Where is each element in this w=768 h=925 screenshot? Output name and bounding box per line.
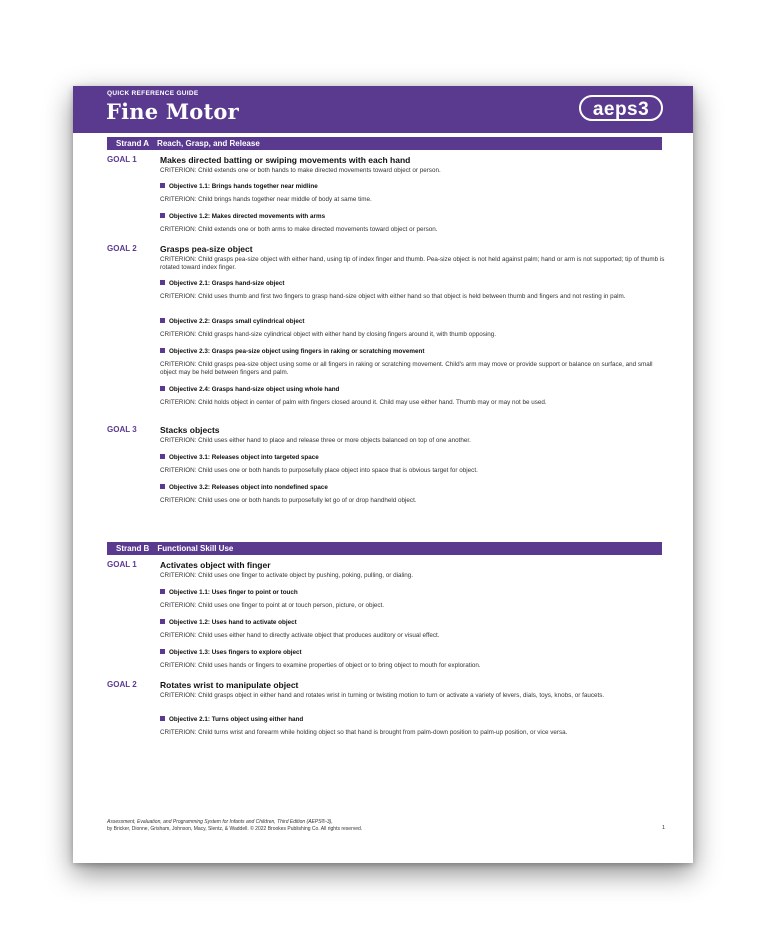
- objective-title: Objective 2.1: Grasps hand-size object: [160, 280, 284, 287]
- page-header: [73, 86, 693, 133]
- strand-b-header: [107, 542, 662, 555]
- aeps-logo: aeps3: [579, 95, 663, 121]
- page-number: 1: [661, 825, 665, 831]
- strand-code: Strand B: [116, 544, 150, 553]
- objective-criterion: CRITERION: Child uses thumb and first two fingers to grasp hand-size object with either hand so that object is held between thumb and fingers and not resting in palm.: [160, 293, 626, 300]
- square-bullet-icon: [160, 454, 165, 459]
- objective-criterion: CRITERION: Child extends one or both arms to make directed movements toward object or person.: [160, 226, 438, 233]
- square-bullet-icon: [160, 484, 165, 489]
- objective-criterion: CRITERION: Child brings hands together near middle of body at same time.: [160, 196, 372, 203]
- objective-criterion: CRITERION: Child holds object in center of palm with fingers closed around it. Child may use either hand. Thumb may or may not be used.: [160, 399, 547, 406]
- objective-criterion: CRITERION: Child grasps pea-size object using some or all fingers in raking or scratching movement. Child's arm may move or provide support or balance on surface, and small object may be held between fingers and palm.: [160, 361, 653, 377]
- goal-code: GOAL 2: [107, 680, 137, 689]
- square-bullet-icon: [160, 280, 165, 285]
- objective-title: Objective 1.3: Uses fingers to explore object: [160, 649, 302, 656]
- square-bullet-icon: [160, 716, 165, 721]
- citation-footer: [107, 819, 362, 832]
- goal-criterion: CRITERION: Child grasps object in either hand and rotates wrist in turning or twisting motion to turn or activate a variety of levers, dials, toys, knobs, or faucets.: [160, 692, 605, 699]
- goal-criterion: CRITERION: Child uses one finger to activate object by pushing, poking, pulling, or dialing.: [160, 572, 414, 579]
- goal-criterion: CRITERION: Child grasps pea-size object with either hand, using tip of index finger and thumb. Pea-size object is not held against palm; hand or arm is not supported; tip of thumb is rotated toward index finger.: [160, 256, 665, 272]
- objective-criterion: CRITERION: Child uses either hand to directly activate object that produces auditory or visual effect.: [160, 632, 440, 639]
- square-bullet-icon: [160, 348, 165, 353]
- square-bullet-icon: [160, 213, 165, 218]
- objective-title: Objective 2.1: Turns object using either hand: [160, 716, 303, 723]
- objective-criterion: CRITERION: Child turns wrist and forearm while holding object so that hand is brought from palm-down position to palm-up position, or vice versa.: [160, 729, 568, 736]
- objective-title: Objective 2.4: Grasps hand-size object using whole hand: [160, 386, 339, 393]
- page-title: Fine Motor: [106, 99, 239, 124]
- strand-a-header: [107, 137, 662, 150]
- objective-title: Objective 1.1: Brings hands together near midline: [160, 183, 318, 190]
- goal-title: Stacks objects: [160, 425, 220, 435]
- goal-title: Makes directed batting or swiping movements with each hand: [160, 155, 411, 165]
- objective-criterion: CRITERION: Child grasps hand-size cylindrical object with either hand by closing fingers around it, with thumb opposing.: [160, 331, 496, 338]
- goal-code: GOAL 1: [107, 155, 137, 164]
- document-page: [73, 86, 693, 863]
- guide-label: QUICK REFERENCE GUIDE: [107, 90, 199, 97]
- objective-title: Objective 1.1: Uses finger to point or touch: [160, 589, 298, 596]
- goal-code: GOAL 2: [107, 244, 137, 253]
- strand-name: Functional Skill Use: [157, 544, 234, 553]
- goal-title: Grasps pea-size object: [160, 244, 253, 254]
- objective-title: Objective 2.3: Grasps pea-size object using fingers in raking or scratching movement: [160, 348, 424, 355]
- square-bullet-icon: [160, 589, 165, 594]
- square-bullet-icon: [160, 183, 165, 188]
- objective-criterion: CRITERION: Child uses one or both hands to purposefully place object into space that is obvious target for object.: [160, 467, 478, 474]
- objective-criterion: CRITERION: Child uses one finger to point at or touch person, picture, or object.: [160, 602, 384, 609]
- goal-title: Rotates wrist to manipulate object: [160, 680, 299, 690]
- objective-title: Objective 1.2: Makes directed movements with arms: [160, 213, 325, 220]
- square-bullet-icon: [160, 619, 165, 624]
- goal-code: GOAL 1: [107, 560, 137, 569]
- square-bullet-icon: [160, 386, 165, 391]
- goal-title: Activates object with finger: [160, 560, 271, 570]
- citation-authors: by Bricker, Dionne, Grisham, Johnson, Macy, Slentz, & Waddell. © 2022 Brookes Publishing Co. All rights reserved.: [107, 825, 363, 832]
- strand-code: Strand A: [116, 139, 150, 148]
- strand-name: Reach, Grasp, and Release: [157, 139, 260, 148]
- objective-criterion: CRITERION: Child uses one or both hands to purposefully let go of or drop handheld object.: [160, 497, 417, 504]
- objective-title: Objective 3.2: Releases object into nondefined space: [160, 484, 328, 491]
- objective-title: Objective 2.2: Grasps small cylindrical object: [160, 318, 304, 325]
- citation-title: Assessment, Evaluation, and Programming System for Infants and Children, Third Edition (AEPS®-3),: [107, 819, 333, 825]
- square-bullet-icon: [160, 318, 165, 323]
- objective-criterion: CRITERION: Child uses hands or fingers to examine properties of object or to bring object to mouth for exploration.: [160, 662, 481, 669]
- goal-criterion: CRITERION: Child uses either hand to place and release three or more objects balanced on top of one another.: [160, 437, 471, 444]
- objective-title: Objective 1.2: Uses hand to activate object: [160, 619, 297, 626]
- goal-code: GOAL 3: [107, 425, 137, 434]
- square-bullet-icon: [160, 649, 165, 654]
- objective-title: Objective 3.1: Releases object into targeted space: [160, 454, 319, 461]
- goal-criterion: CRITERION: Child extends one or both hands to make directed movements toward object or person.: [160, 167, 441, 174]
